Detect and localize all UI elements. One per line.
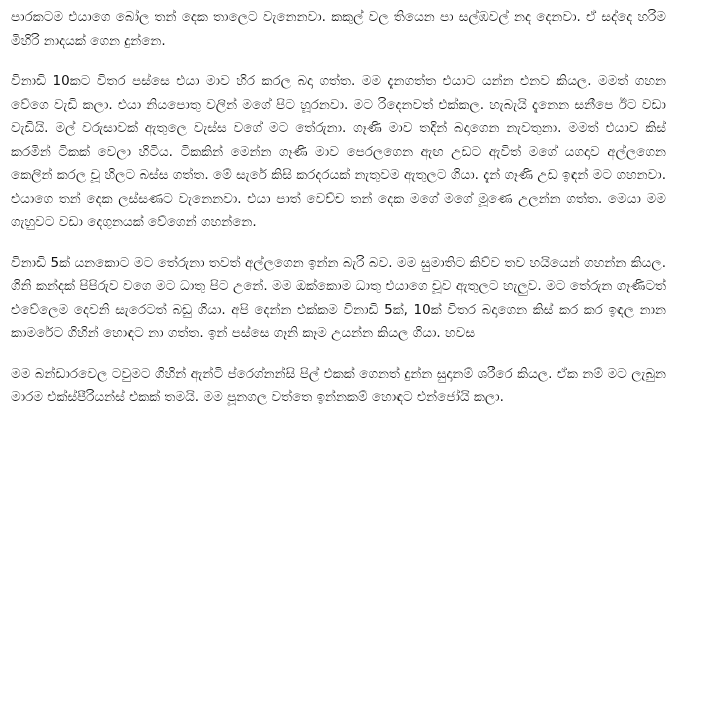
paragraph-2: විනාඩි 10කට විතර පස්සෙ එයා මාව හිර කරල බදා ගත්ත. මම දැනගත්ත එයාට යන්න එනව කියල. මමත් ගහන වේගෙ වැඩි කලා. එයා නියපොතු වලින් මගේ පිට හූරනවා. මට රිදෙනවත් එක්කල. හැබැයි දැනෙන සනීපෙ ඊට වඩා වැඩියි. මල් වරුසාවක් ඇතුලෙ වැස්ස වගේ මට තේරුනා. ගෑණි මාව තදින් බදාගෙන නැවතුනා. මමත් එයාව කිස් කරමින් ටිකක් වෙලා හිටිය. ටිකකින් මෙන්න ගෑණි මාව පෙරලගෙන ඇඟ උඩට ඇවිත් මගේ යගදාව අල්ලගෙන කෙලින් කරල චූ හිලට බස්ස ගත්ත. මේ සැරේ කිසි කරදරයක් නැතුවම ඇතුලට ගියා. දැන් ගෑණි උඩ ඉඳන් මට ගහනවා. එයාගෙ තන් දෙක ලස්සණට වැනෙනවා. එයා පාත් වෙච්ච තන් දෙක මගේ මගේ මූණෙ උලන්න ගත්ත. මෙයා මම ගැහුවට වඩා දෙගුනයක් වේගෙන් ගහන්නෙ. (11, 73, 666, 230)
paragraph-4: මම බන්ඩාරවෙල ටවුමට ගිහින් ඇන්ටි ප්රෙග්නන්සි පිල් එකක් ගෙනත් දුන්න සුදානම් ශරීරෙ කියල. ඒක නම් මට ලැබුන මාරම එක්ස්පීරියන්ස් එකක් තමයි. මම පූනගල වත්තෙ ඉන්නකම් හොඳට එන්ජෝයි කලා. (11, 365, 666, 405)
paragraph-1: පාරකටම එයාගෙ බෝල තන් දෙක තාලෙට වැනෙනවා. කකුල් වල තියෙන පා සල්ඹවල් නද දෙනවා. ඒ සද්දෙ හරිම මිහිරි නාදයක් ගෙන දුන්නෙ. (11, 9, 666, 49)
paragraph-3: විනාඩි 5ක් යනකොට මට තේරුනා තවත් අල්ලගෙන ඉන්න බැරි බව. මම සුමාතිට කිව්ව තව හයියෙන් ගහන්න කියල. ගිනි කන්දක් පිපිරුව වගෙ මට ධාතු පිට උනේ. මම ඔක්කොම ධාතු එයාගෙ චූව ඇතුලට හැලුව. මට තේරුන ගෑණිටත් එවේලෙම දෙවනි සැරෙටත් බඩු ගියා. අපි දෙන්න එක්කම විනාඩි 5ක්, 10ක් විතර බදාගෙන කිස් කර කර ඉඳල නාන කාමරේට ගිහින් හොඳට නා ගත්ත. ඉන් පස්සෙ ගෑනි කෑම උයන්න කියල ගියා. හවස (11, 254, 666, 341)
